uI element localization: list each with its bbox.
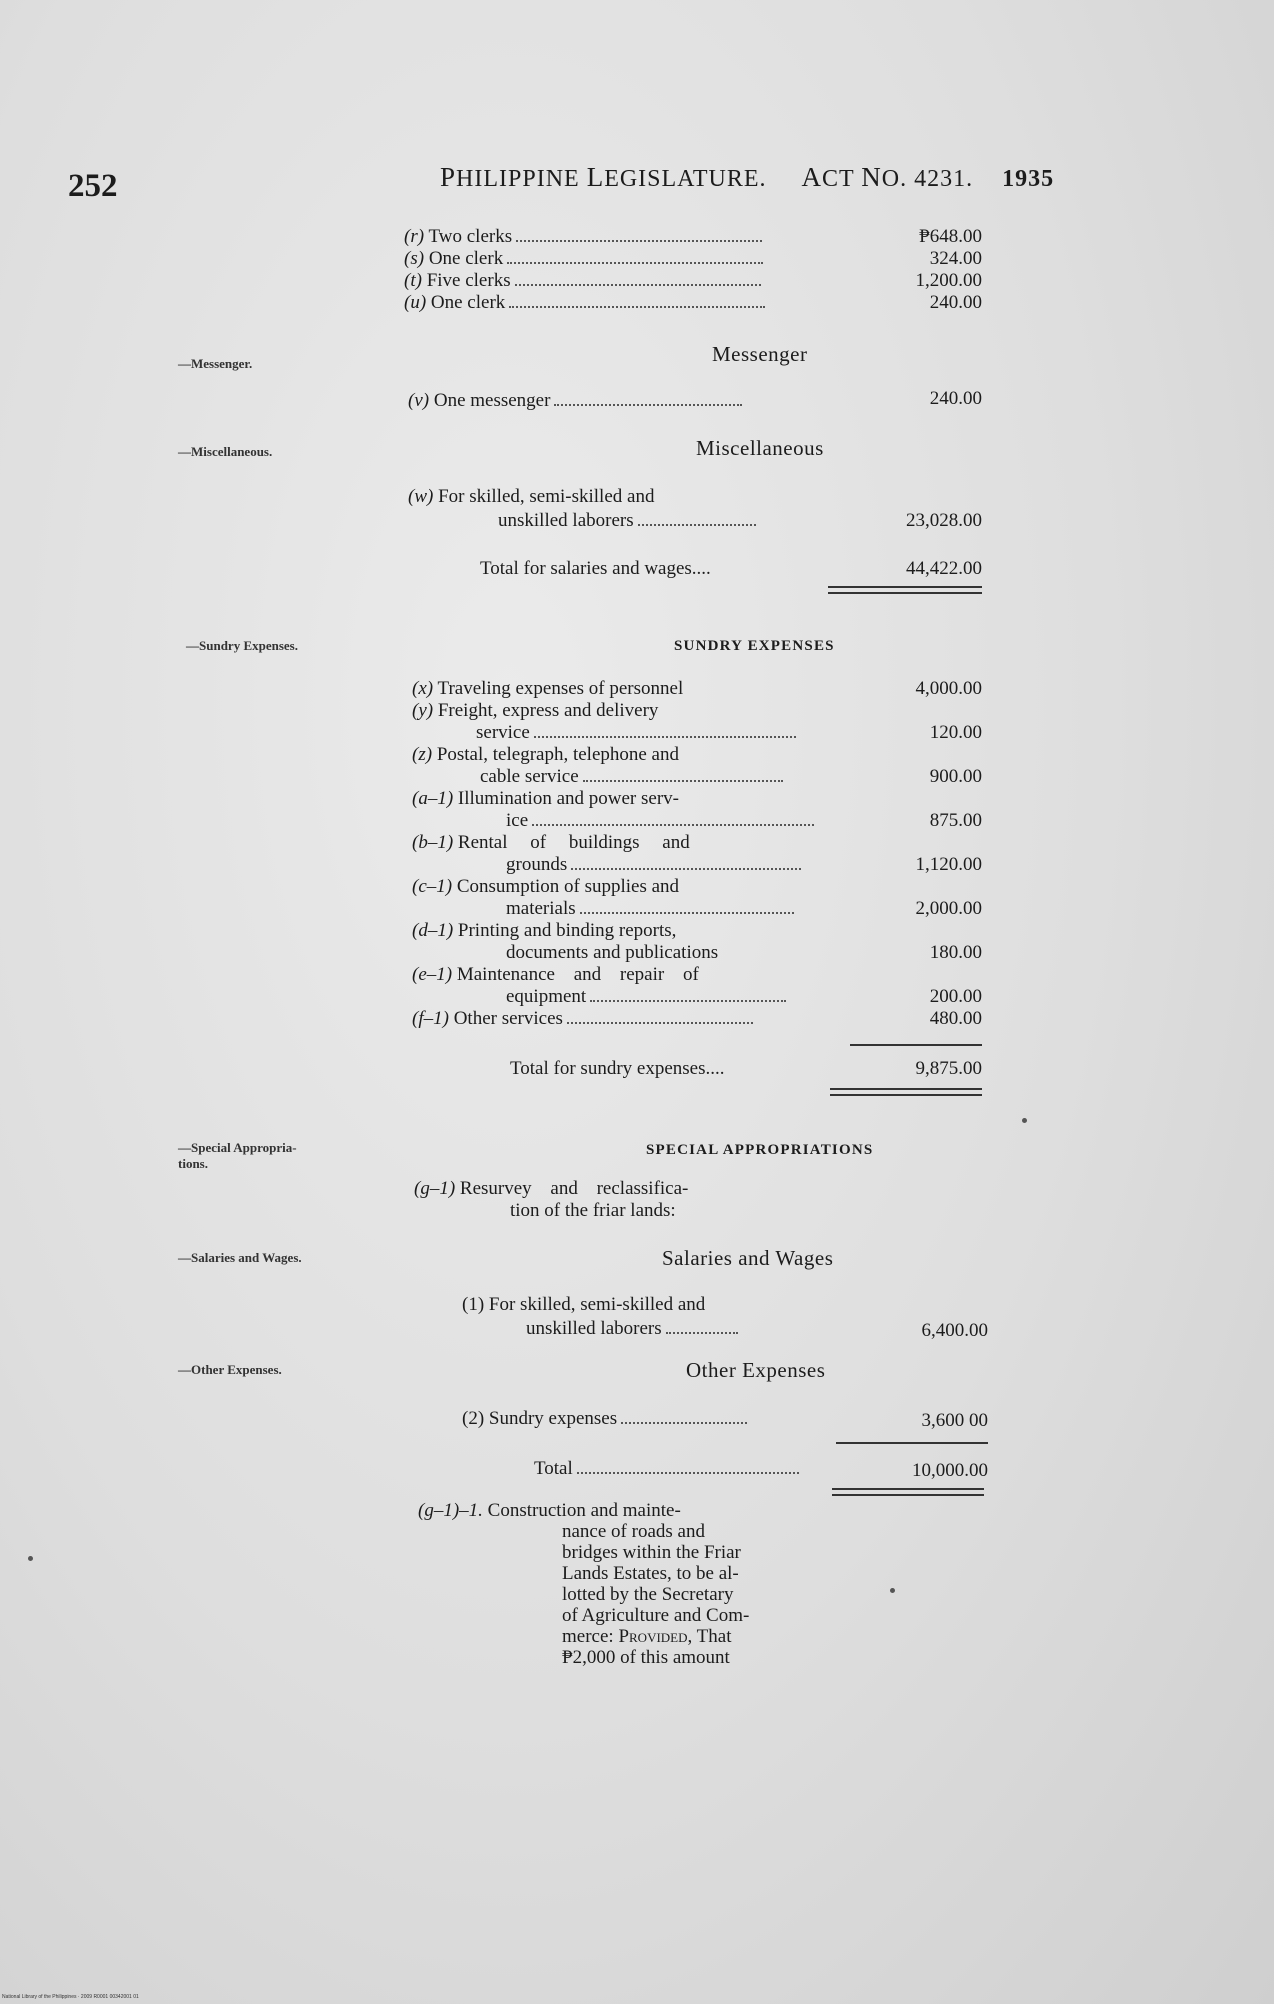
running-head xyxy=(440,162,1054,193)
running-head-initial-l: L xyxy=(586,162,605,192)
amount: 875.00 xyxy=(929,810,982,831)
paragraph-line: merce: Provided, That xyxy=(562,1626,732,1647)
paragraph-line: lotted by the Secretary xyxy=(562,1584,734,1605)
list-item: (x) Traveling expenses of personnel xyxy=(412,678,684,699)
list-item: (a–1) Illumination and power serv- xyxy=(412,788,679,809)
amount: 120.00 xyxy=(929,722,982,743)
total-special-label: Total xyxy=(534,1458,799,1480)
total-special-amount: 10,000.00 xyxy=(912,1460,988,1481)
amount: 180.00 xyxy=(929,942,982,963)
margin-note-miscellaneous: —Miscellaneous. xyxy=(178,444,273,459)
amount: ₱648.00 xyxy=(919,226,982,247)
list-item: (u) One clerk xyxy=(404,292,765,314)
list-item-continuation: service xyxy=(476,722,796,744)
margin-note-special-line1: —Special Appropria- xyxy=(178,1140,297,1155)
amount: 3,600 00 xyxy=(921,1410,988,1431)
list-item-continuation: ice xyxy=(506,810,814,832)
total-salaries-label: Total for salaries and wages.... xyxy=(480,558,711,579)
list-item: (y) Freight, express and delivery xyxy=(412,700,659,721)
provision-paragraph xyxy=(418,1500,852,1668)
list-item: (r) Two clerks xyxy=(404,226,762,248)
running-head-word-1: HILIPPINE xyxy=(456,166,580,192)
double-rule xyxy=(832,1488,984,1496)
list-item: (g–1) Resurvey and reclassifica- xyxy=(414,1178,689,1199)
amount: 240.00 xyxy=(929,388,982,409)
list-item: (w) For skilled, semi-skilled and xyxy=(408,486,655,507)
paragraph-line: ₱2,000 of this amount xyxy=(562,1647,730,1668)
total-salaries-amount: 44,422.00 xyxy=(906,558,982,579)
margin-note-sundry: —Sundry Expenses. xyxy=(186,638,298,653)
list-item-continuation: unskilled laborers xyxy=(526,1318,738,1340)
margin-note-salaries: —Salaries and Wages. xyxy=(178,1250,302,1265)
section-heading-special: SPECIAL APPROPRIATIONS xyxy=(646,1142,874,1158)
running-head-year: 1935 xyxy=(1002,166,1055,192)
section-heading-salaries: Salaries and Wages xyxy=(662,1246,834,1270)
rule xyxy=(850,1044,982,1046)
list-item: (z) Postal, telegraph, telephone and xyxy=(412,744,679,765)
section-heading-other: Other Expenses xyxy=(686,1358,826,1382)
margin-note-messenger: —Messenger. xyxy=(178,356,253,371)
amount: 6,400.00 xyxy=(921,1320,988,1341)
margin-note-other: —Other Expenses. xyxy=(178,1362,282,1377)
total-sundry-amount: 9,875.00 xyxy=(915,1058,982,1079)
list-item-continuation: grounds xyxy=(506,854,801,876)
paragraph-line: Lands Estates, to be al- xyxy=(562,1563,739,1584)
list-item-continuation: cable service xyxy=(480,766,783,788)
paragraph-line: of Agriculture and Com- xyxy=(562,1605,750,1626)
amount: 900.00 xyxy=(929,766,982,787)
list-item: (2) Sundry expenses xyxy=(462,1408,747,1430)
scan-speck xyxy=(890,1588,895,1593)
margin-note-special-line2: tions. xyxy=(178,1156,208,1171)
running-head-act-c: N xyxy=(861,162,882,192)
list-item-continuation: documents and publications xyxy=(506,942,719,963)
total-sundry-label: Total for sundry expenses.... xyxy=(510,1058,725,1079)
amount: 4,000.00 xyxy=(915,678,982,699)
running-head-act-d: O. 4231. xyxy=(881,166,974,192)
running-head-act-b: CT xyxy=(822,166,855,192)
running-head-word-2: EGISLATURE. xyxy=(604,166,767,192)
page-number: 252 xyxy=(68,168,118,204)
list-item-continuation: equipment xyxy=(506,986,786,1008)
list-item: (d–1) Printing and binding reports, xyxy=(412,920,677,941)
list-item: (c–1) Consumption of supplies and xyxy=(412,876,680,897)
amount: 240.00 xyxy=(929,292,982,313)
list-item: (s) One clerk xyxy=(404,248,763,270)
amount: 480.00 xyxy=(929,1008,982,1029)
scan-footer: National Library of the Philippines · 2009 R0001 00342001 01 xyxy=(2,1994,139,2000)
scan-speck xyxy=(1022,1118,1027,1123)
list-item: (e–1) Maintenance and repair of xyxy=(412,964,699,985)
running-head-act-a: A xyxy=(801,162,823,192)
list-item: (v) One messenger xyxy=(408,390,742,412)
list-item: (b–1) Rental of buildings and xyxy=(412,832,690,853)
paragraph-label: (g–1)–1. xyxy=(418,1500,483,1521)
list-item: (f–1) Other services xyxy=(412,1008,753,1030)
list-item-continuation: tion of the friar lands: xyxy=(510,1200,676,1221)
paragraph-line: nance of roads and xyxy=(562,1521,705,1542)
double-rule xyxy=(830,1088,982,1096)
rule xyxy=(836,1442,988,1444)
section-heading-sundry: SUNDRY EXPENSES xyxy=(674,638,835,654)
double-rule xyxy=(828,586,982,594)
amount: 200.00 xyxy=(929,986,982,1007)
paragraph-first-line: Construction and mainte- xyxy=(487,1500,681,1521)
section-heading-miscellaneous: Miscellaneous xyxy=(696,436,824,460)
amount: 324.00 xyxy=(929,248,982,269)
list-item-continuation: materials xyxy=(506,898,794,920)
amount: 23,028.00 xyxy=(906,510,982,531)
paragraph-line: bridges within the Friar xyxy=(562,1542,741,1563)
scan-speck xyxy=(28,1556,33,1561)
amount: 2,000.00 xyxy=(915,898,982,919)
list-item: (1) For skilled, semi-skilled and xyxy=(462,1294,706,1315)
list-item: (t) Five clerks xyxy=(404,270,761,292)
amount: 1,200.00 xyxy=(915,270,982,291)
list-item-continuation: unskilled laborers xyxy=(498,510,756,532)
running-head-initial-p: P xyxy=(440,162,457,192)
section-heading-messenger: Messenger xyxy=(712,342,808,366)
amount: 1,120.00 xyxy=(915,854,982,875)
